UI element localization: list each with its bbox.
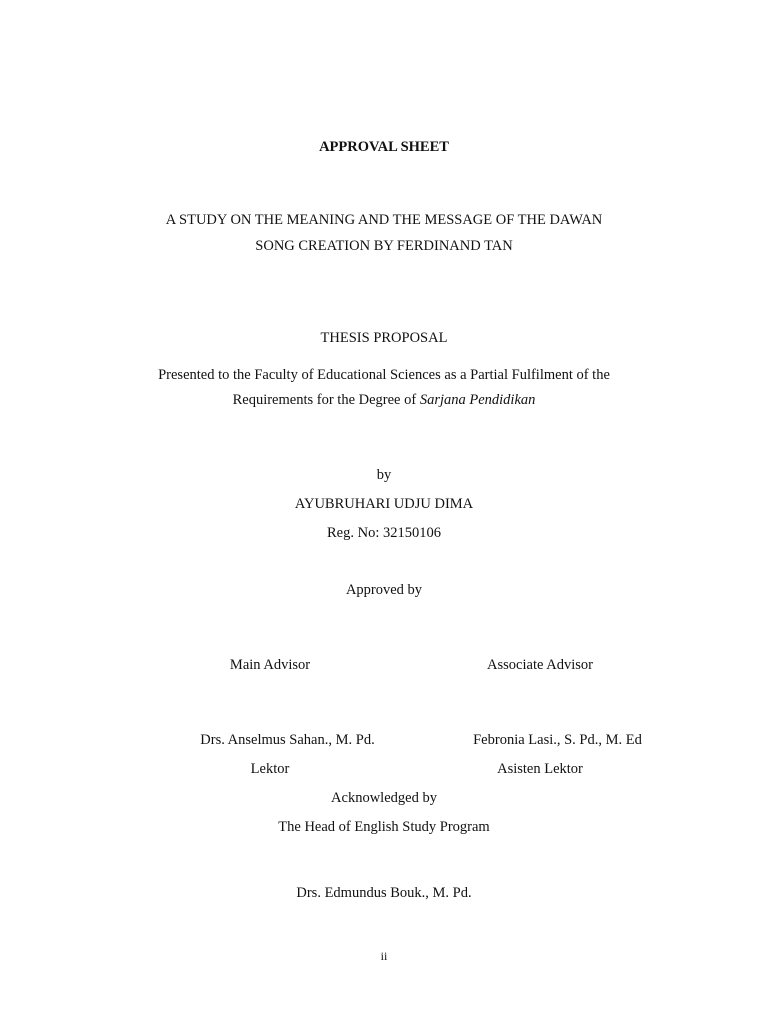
- head-of-program-role: The Head of English Study Program: [278, 819, 490, 835]
- approved-by-label: Approved by: [345, 582, 423, 598]
- head-of-program-name: Drs. Edmundus Bouk., M. Pd.: [296, 885, 472, 901]
- author-name: AYUBRUHARI UDJU DIMA: [294, 496, 474, 512]
- associate-advisor-role: Associate Advisor: [487, 657, 593, 673]
- associate-advisor-name: Febronia Lasi., S. Pd., M. Ed: [473, 732, 642, 748]
- presentation-line-1: Presented to the Faculty of Educational Sciences as a Partial Fulfilment of the: [158, 367, 610, 383]
- main-advisor-rank: Lektor: [250, 761, 290, 777]
- presentation-line-2: [0, 391, 768, 409]
- degree-name: Sarjana Pendidikan: [419, 392, 536, 408]
- by-label: by: [376, 467, 392, 483]
- associate-advisor-rank: Asisten Lektor: [497, 761, 583, 777]
- registration-number: Reg. No: 32150106: [327, 525, 441, 541]
- presentation-prefix: Requirements for the Degree of: [232, 392, 417, 408]
- acknowledged-label: Acknowledged by: [331, 790, 437, 806]
- thesis-title-line-1: A STUDY ON THE MEANING AND THE MESSAGE OF THE DAWAN: [165, 212, 603, 228]
- document-type: THESIS PROPOSAL: [320, 330, 448, 346]
- main-advisor-role: Main Advisor: [229, 657, 311, 673]
- page-heading: APPROVAL SHEET: [319, 139, 449, 155]
- main-advisor-name: Drs. Anselmus Sahan., M. Pd.: [200, 732, 375, 748]
- page-number: ii: [380, 949, 388, 963]
- thesis-title-line-2: SONG CREATION BY FERDINAND TAN: [255, 238, 513, 254]
